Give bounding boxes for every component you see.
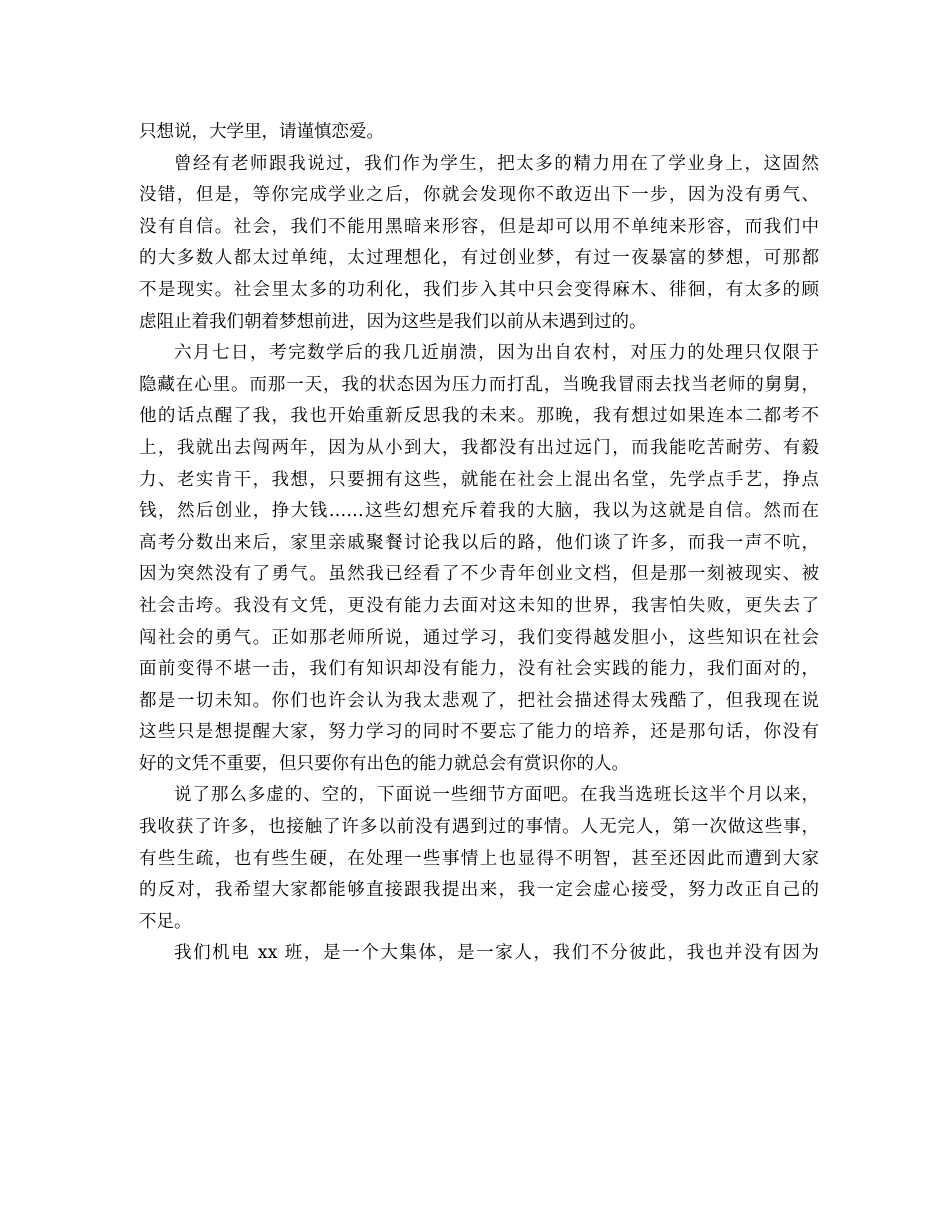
text-line: 上，我就出去闯两年，因为从小到大，我都没有出过远门，而我能吃苦耐劳、有毅 (139, 437, 819, 458)
text-line: 没错，但是，等你完成学业之后，你就会发现你不敢迈出下一步，因为没有勇气、 (139, 185, 819, 206)
text-line: 好的文凭不重要，但只要你有出色的能力就总会有赏识你的人。 (139, 753, 629, 774)
text-line: 这些只是想提醒大家，努力学习的同时不要忘了能力的培养，还是那句话，你没有 (139, 722, 819, 743)
text-line: 因为突然没有了勇气。虽然我已经看了不少青年创业文档，但是那一刻被现实、被 (139, 564, 819, 585)
text-line: 不是现实。社会里太多的功利化，我们步入其中只会变得麻木、徘徊，有太多的顾 (139, 279, 819, 300)
text-line: 的反对，我希望大家都能够直接跟我提出来，我一定会虚心接受，努力改正自己的 (139, 880, 819, 901)
text-line: 的大多数人都太过单纯，太过理想化，有过创业梦，有过一夜暴富的梦想，可那都 (139, 248, 819, 269)
text-line: 六月七日，考完数学后的我几近崩溃，因为出自农村，对压力的处理只仅限于 (174, 343, 819, 364)
text-line: 社会击垮。我没有文凭，更没有能力去面对这未知的世界，我害怕失败，更失去了 (139, 595, 819, 616)
text-line: 他的话点醒了我，我也开始重新反思我的未来。那晚，我有想过如果连本二都考不 (139, 406, 819, 427)
text-line: 说了那么多虚的、空的，下面说一些细节方面吧。在我当选班长这半个月以来， (174, 785, 819, 806)
text-line: 我们机电 xx 班，是一个大集体，是一家人，我们不分彼此，我也并没有因为 (174, 943, 819, 964)
text-line: 只想说，大学里，请谨慎恋爱。 (139, 122, 384, 142)
text-line: 有些生疏，也有些生硬，在处理一些事情上也显得不明智，甚至还因此而遭到大家 (139, 848, 819, 869)
text-line: 曾经有老师跟我说过，我们作为学生，把太多的精力用在了学业身上，这固然 (174, 153, 819, 174)
text-line: 高考分数出来后，家里亲戚聚餐讨论我以后的路，他们谈了许多，而我一声不吭， (139, 532, 819, 553)
text-line: 面前变得不堪一击，我们有知识却没有能力，没有社会实践的能力，我们面对的， (139, 659, 819, 680)
text-line: 没有自信。社会，我们不能用黑暗来形容，但是却可以用不单纯来形容，而我们中 (139, 216, 819, 237)
text-line: 闯社会的勇气。正如那老师所说，通过学习，我们变得越发胆小，这些知识在社会 (139, 627, 819, 648)
text-line: 不足。 (139, 911, 192, 932)
text-line: 我收获了许多，也接触了许多以前没有遇到过的事情。人无完人，第一次做这些事， (139, 817, 819, 838)
text-line: 力、老实肯干，我想，只要拥有这些，就能在社会上混出名堂，先学点手艺，挣点 (139, 469, 819, 490)
text-line: 都是一切未知。你们也许会认为我太悲观了，把社会描述得太残酷了，但我现在说 (139, 690, 819, 711)
text-line: 虑阻止着我们朝着梦想前进，因为这些是我们以前从未遇到过的。 (139, 311, 647, 332)
text-line: 钱，然后创业，挣大钱……这些幻想充斥着我的大脑，我以为这就是自信。然而在 (139, 501, 819, 522)
document-body (139, 117, 819, 970)
text-line: 隐藏在心里。而那一天，我的状态因为压力而打乱，当晚我冒雨去找当老师的舅舅， (139, 374, 819, 395)
